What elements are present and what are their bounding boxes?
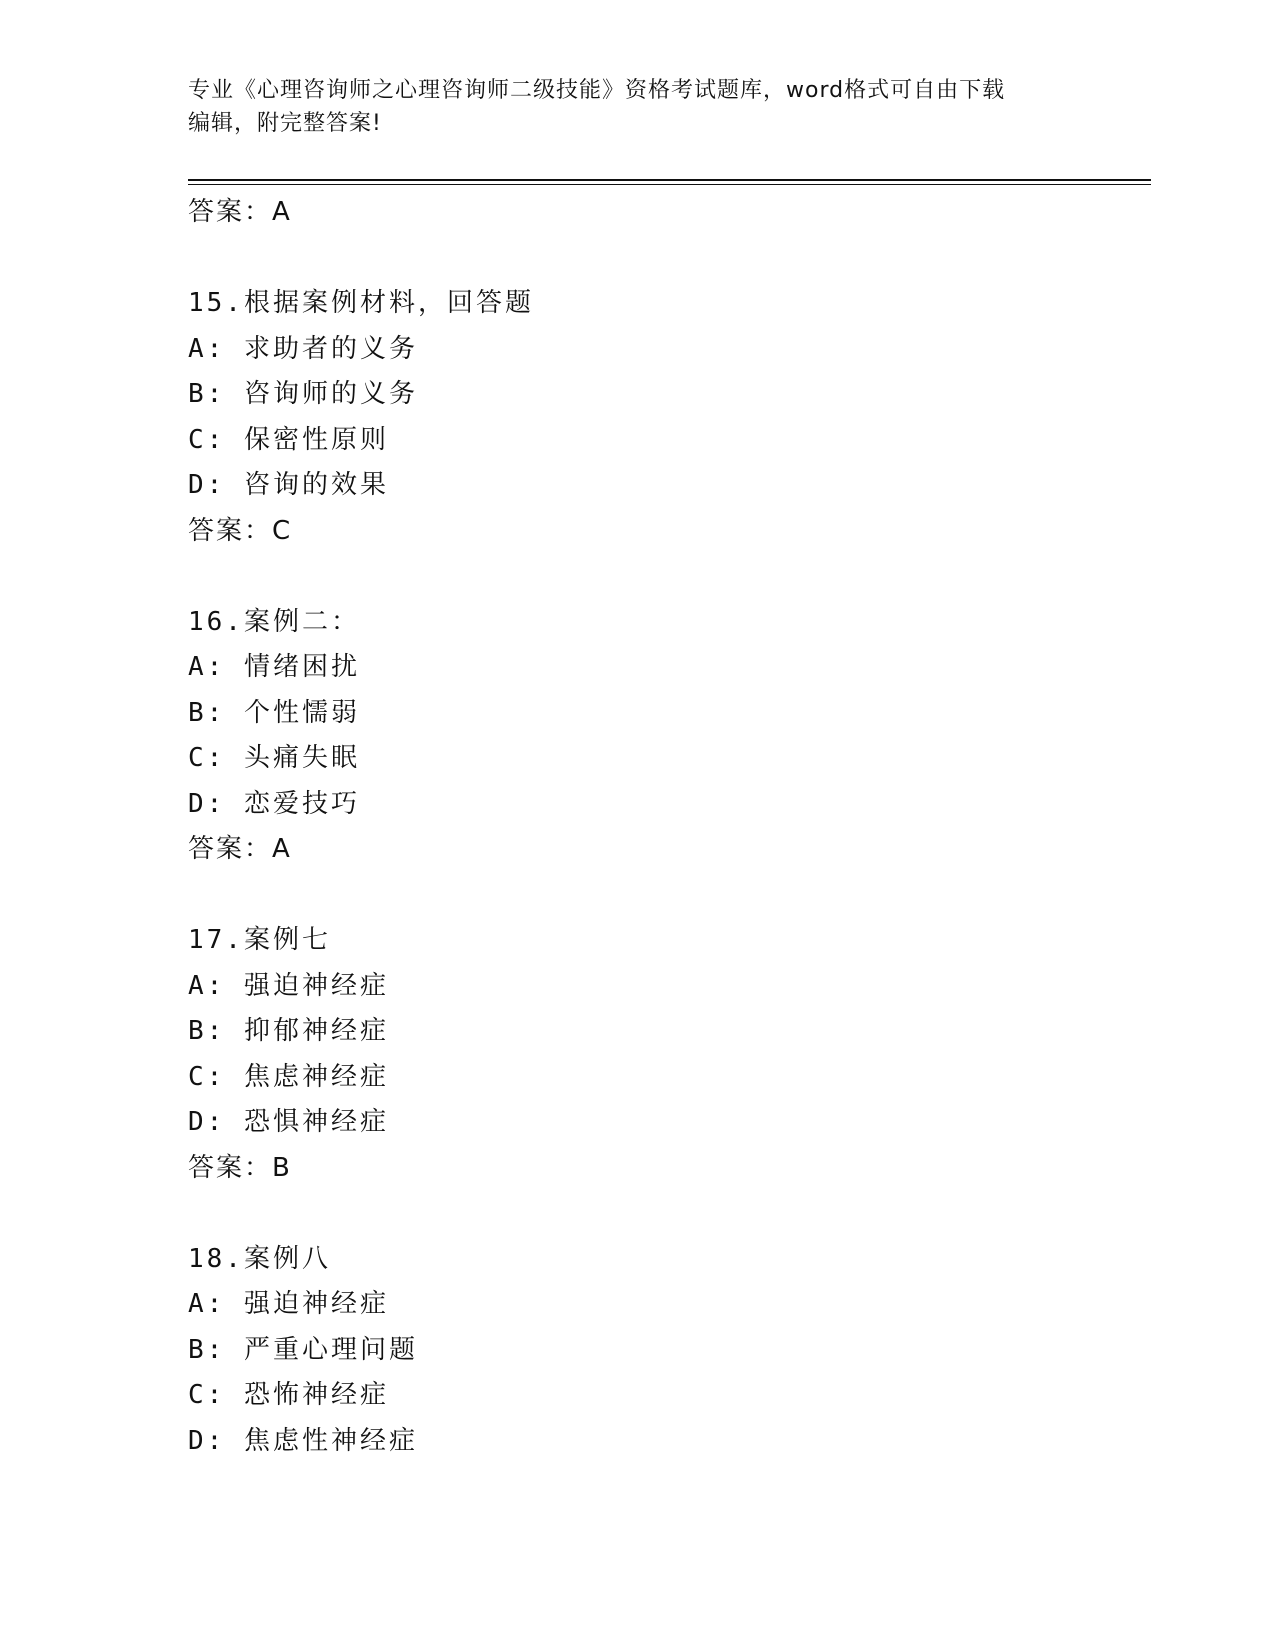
answer-line: 答案：A [188,834,292,864]
option-d: D: 焦虑性神经症 [188,1425,418,1456]
option-b: B: 抑郁神经症 [188,1016,389,1046]
question-block [188,1237,1088,1465]
spacer [188,873,1088,919]
option-d: D: 咨询的效果 [188,470,389,500]
option-c: C: 头痛失眠 [188,743,360,773]
option-a: A: 强迫神经症 [188,1289,389,1319]
answer-line: 答案：C [188,515,293,546]
option-b: B: 严重心理问题 [188,1334,418,1365]
header-line-1: 专业《心理咨询师之心理咨询师二级技能》资格考试题库，word格式可自由下载 [188,78,1006,103]
question-block [188,281,1088,554]
header-line-2: 编辑，附完整答案! [188,111,382,136]
question-block [188,918,1088,1191]
option-d: D: 恐惧神经症 [188,1107,389,1137]
question-block [188,600,1088,873]
option-b: B: 咨询师的义务 [188,379,418,409]
question-list [188,190,1088,1464]
question-title: 15.根据案例材料，回答题 [188,288,534,318]
option-c: C: 保密性原则 [188,424,389,455]
option-a: A: 求助者的义务 [188,333,418,364]
option-c: C: 焦虑神经症 [188,1061,389,1092]
question-title: 18.案例八 [188,1243,331,1274]
answer-line: 答案：A [188,197,292,227]
header-divider-thick [188,179,1151,181]
option-b: B: 个性懦弱 [188,697,360,728]
header-divider-thin [188,184,1151,185]
question-title: 17.案例七 [188,925,331,955]
option-a: A: 情绪困扰 [188,652,360,682]
answer-line: 答案：B [188,1152,292,1183]
spacer [188,236,1088,282]
option-c: C: 恐怖神经症 [188,1380,389,1410]
option-d: D: 恋爱技巧 [188,788,360,819]
document-header [188,74,1088,140]
option-a: A: 强迫神经症 [188,970,389,1001]
question-title: 16.案例二： [188,606,360,637]
spacer [188,554,1088,600]
spacer [188,1191,1088,1237]
